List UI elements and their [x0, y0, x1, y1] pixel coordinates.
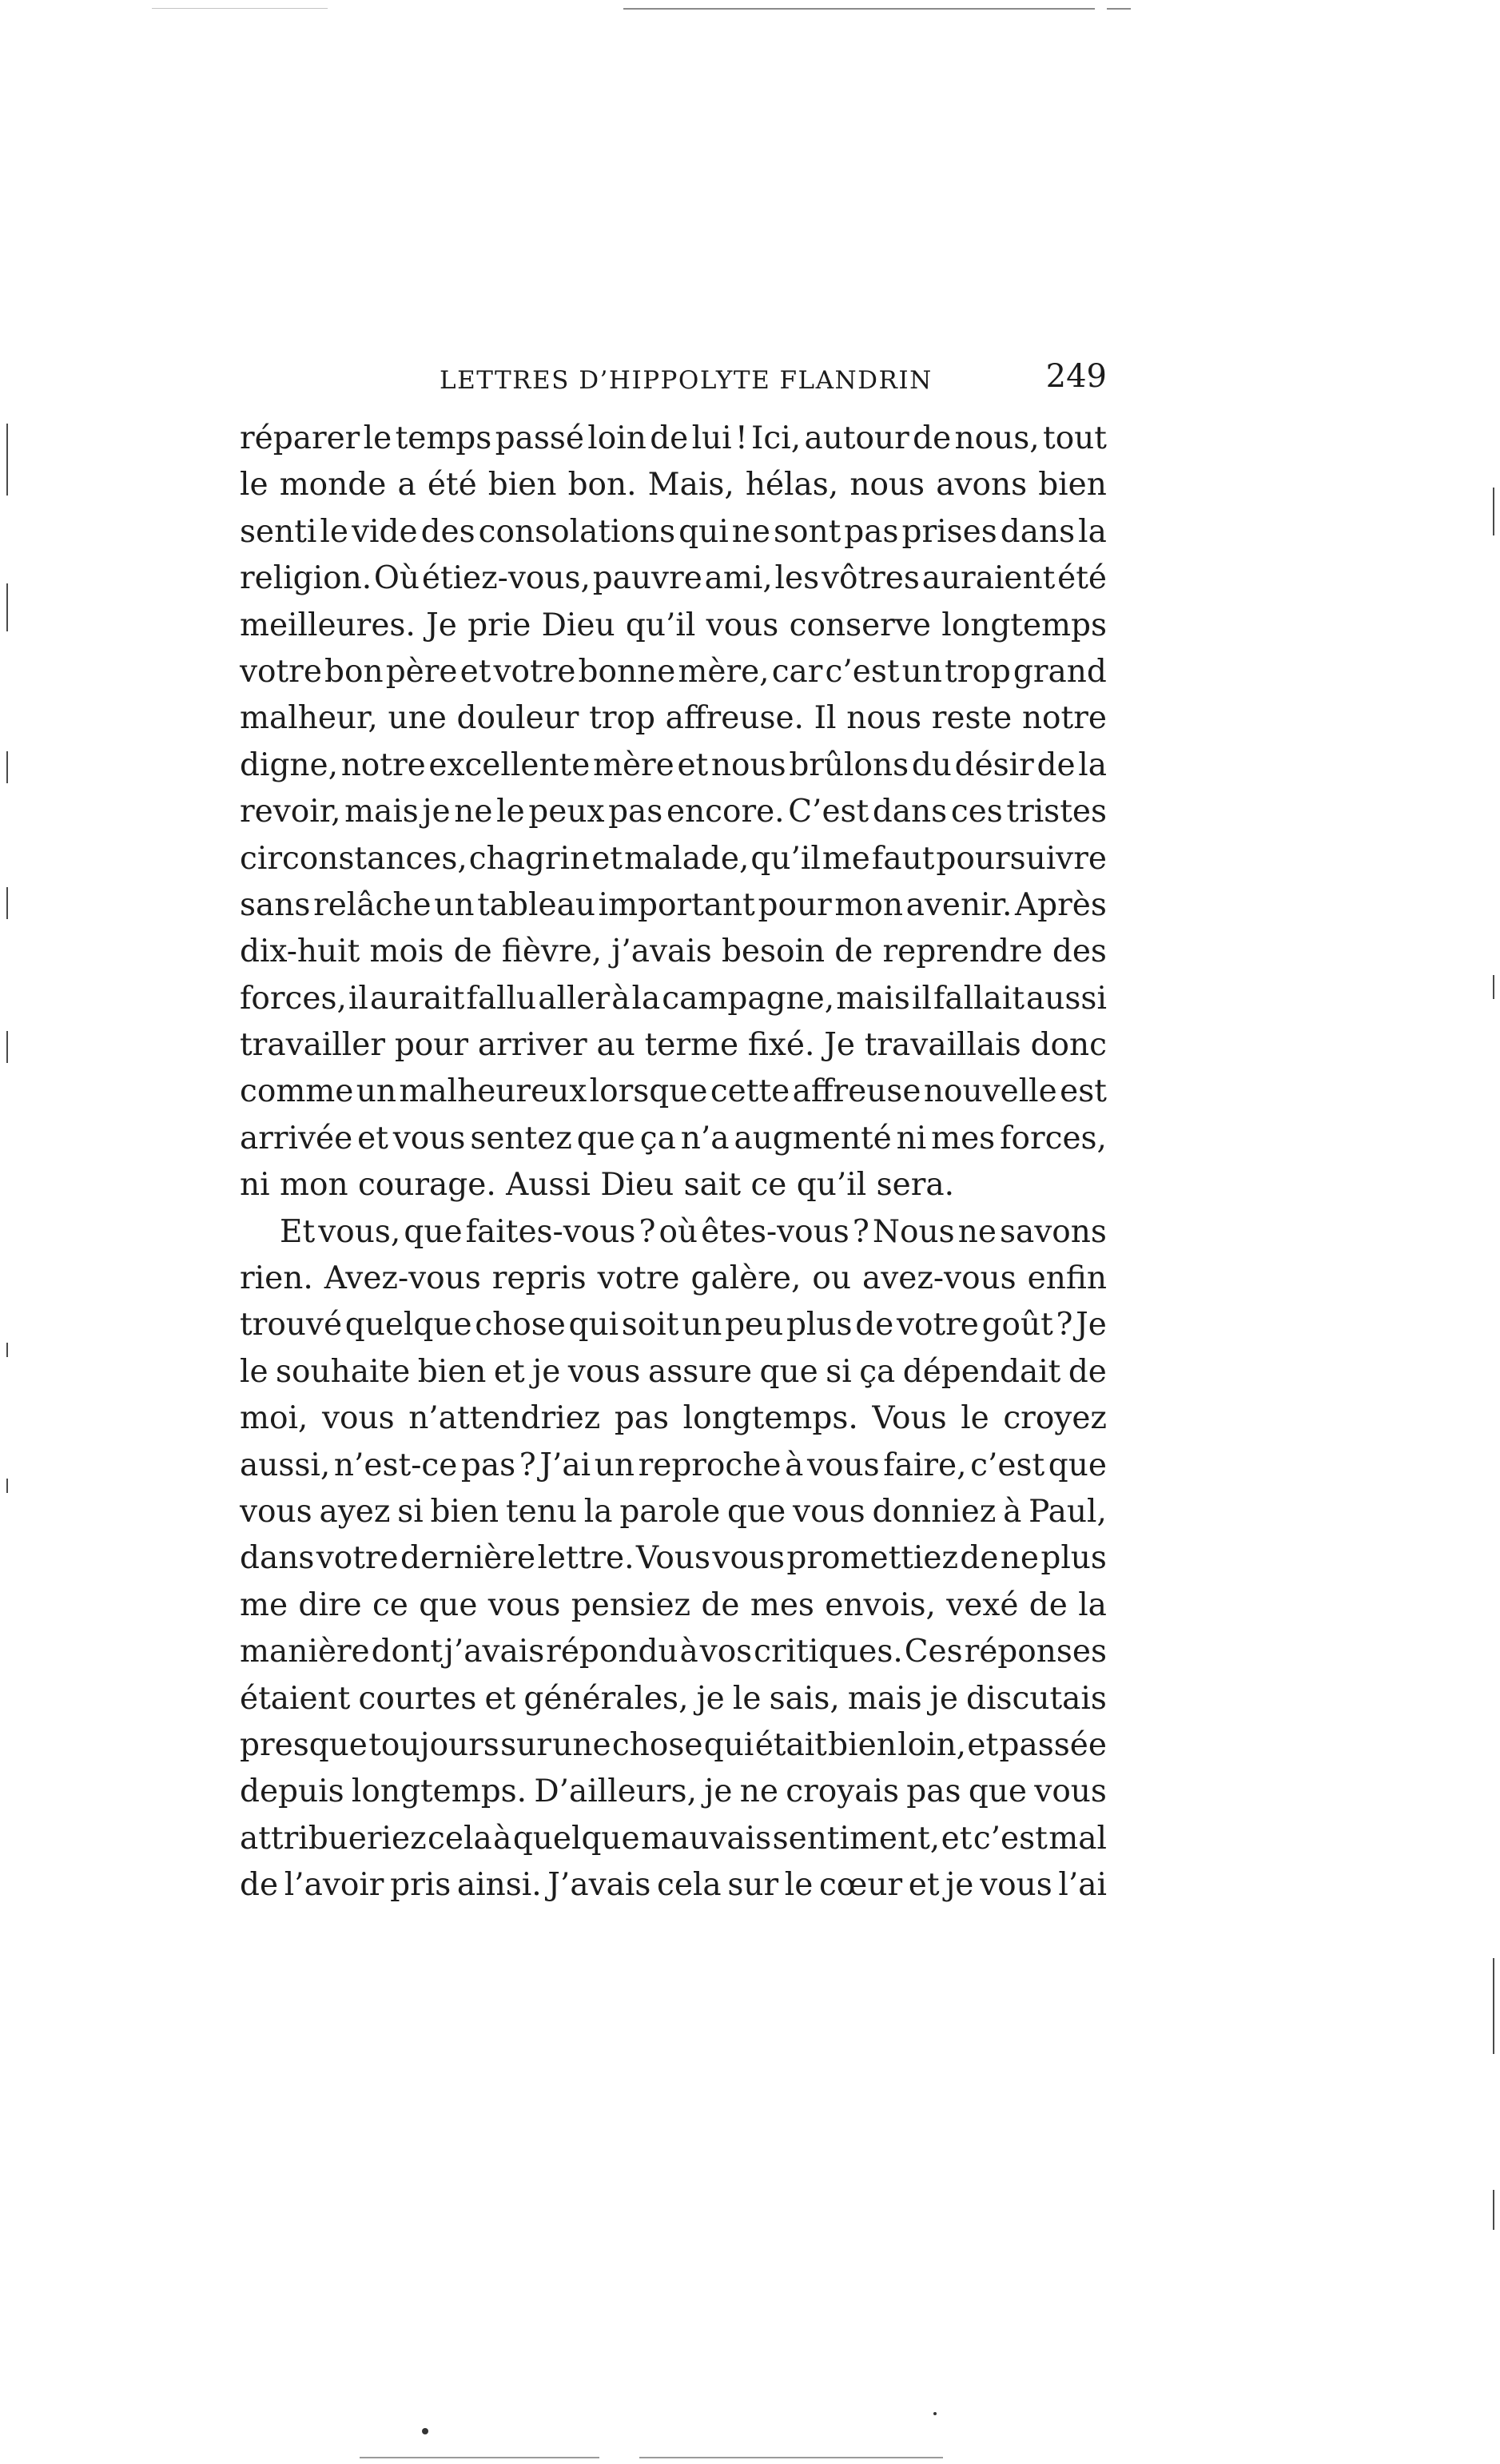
- scan-right-mark: [1493, 2190, 1494, 2230]
- text-line: digne, notre excellente mère et nous brûlons du désir de la: [240, 746, 1107, 783]
- scan-speck: [422, 2428, 428, 2434]
- page-number: 249: [1045, 358, 1107, 395]
- scan-bottom-rule: [639, 2457, 943, 2458]
- paragraph: [240, 1209, 1107, 1909]
- text-line: dix-huit mois de fièvre, j’avais besoin de reprendre des: [240, 933, 1107, 970]
- text-line: religion. Où étiez-vous, pauvre ami, les vôtres auraient été: [240, 560, 1107, 597]
- text-line: attribueriez cela à quelque mauvais sentiment, et c’est mal: [240, 1820, 1107, 1857]
- scan-left-mark: [6, 887, 8, 919]
- text-line: comme un malheureux lorsque cette affreuse nouvelle est: [240, 1073, 1107, 1110]
- scan-right-mark: [1493, 1958, 1494, 2054]
- text-line: depuis longtemps. D’ailleurs, je ne croyais pas que vous: [240, 1773, 1107, 1810]
- scan-right-mark: [1493, 975, 1494, 999]
- text-line: travailler pour arriver au terme fixé. Je travaillais donc: [240, 1027, 1107, 1064]
- scan-left-mark: [6, 1031, 8, 1063]
- text-line: malheur, une douleur trop affreuse. Il nous reste notre: [240, 700, 1107, 737]
- text-line: Et vous, que faites-vous ? où êtes-vous ? Nous ne savons: [280, 1213, 1107, 1250]
- running-title: LETTRES D’HIPPOLYTE FLANDRIN: [440, 366, 933, 395]
- scan-top-rule: [623, 8, 1095, 10]
- scan-left-mark: [6, 424, 8, 496]
- paragraph: [240, 416, 1107, 1209]
- scan-left-mark: [6, 751, 8, 783]
- scan-top-rule-short: [1107, 8, 1131, 10]
- text-line: ni mon courage. Aussi Dieu sait ce qu’il sera.: [240, 1167, 954, 1204]
- text-line: moi, vous n’attendriez pas longtemps. Vous le croyez: [240, 1400, 1107, 1437]
- text-line: meilleures. Je prie Dieu qu’il vous conserve longtemps: [240, 607, 1107, 643]
- text-line: le souhaite bien et je vous assure que si ça dépendait de: [240, 1353, 1107, 1390]
- text-line: votre bon père et votre bonne mère, car c’est un trop grand: [240, 653, 1107, 690]
- running-header: [240, 352, 1107, 400]
- body-text: [240, 416, 1107, 1909]
- scan-speck: [933, 2412, 937, 2415]
- text-line: de l’avoir pris ainsi. J’avais cela sur le cœur et je vous l’ai: [240, 1867, 1107, 1904]
- text-line: dans votre dernière lettre. Vous vous promettiez de ne plus: [240, 1540, 1107, 1577]
- text-line: réparer le temps passé loin de lui ! Ici, autour de nous, tout: [240, 420, 1107, 456]
- scan-left-mark: [6, 583, 8, 631]
- text-line: trouvé quelque chose qui soit un peu plus de votre goût ? Je: [240, 1307, 1107, 1343]
- scan-top-rule-left: [152, 8, 328, 9]
- text-line: revoir, mais je ne le peux pas encore. C’est dans ces tristes: [240, 794, 1107, 830]
- text-line: rien. Avez-vous repris votre galère, ou avez-vous enfin: [240, 1260, 1107, 1297]
- scan-left-mark: [6, 1343, 8, 1357]
- text-line: étaient courtes et générales, je le sais, mais je discutais: [240, 1680, 1107, 1717]
- text-line: presque toujours sur une chose qui était bien loin, et passée: [240, 1726, 1107, 1763]
- text-line: arrivée et vous sentez que ça n’a augmenté ni mes forces,: [240, 1120, 1107, 1156]
- text-line: aussi, n’est-ce pas ? J’ai un reproche à vous faire, c’est que: [240, 1447, 1107, 1483]
- scan-left-mark: [6, 1479, 8, 1493]
- scan-right-mark: [1493, 488, 1494, 535]
- scan-bottom-rule: [360, 2457, 599, 2458]
- text-line: me dire ce que vous pensiez de mes envois, vexé de la: [240, 1586, 1107, 1623]
- text-line: forces, il aurait fallu aller à la campagne, mais il fallait aussi: [240, 980, 1107, 1017]
- text-line: le monde a été bien bon. Mais, hélas, nous avons bien: [240, 467, 1107, 504]
- text-line: manière dont j’avais répondu à vos critiques. Ces réponses: [240, 1634, 1107, 1670]
- text-line: circonstances, chagrin et malade, qu’il me faut poursuivre: [240, 840, 1107, 877]
- text-line: sans relâche un tableau important pour mon avenir. Après: [240, 886, 1107, 923]
- text-line: senti le vide des consolations qui ne sont pas prises dans la: [240, 513, 1107, 550]
- text-line: vous ayez si bien tenu la parole que vous donniez à Paul,: [240, 1493, 1107, 1530]
